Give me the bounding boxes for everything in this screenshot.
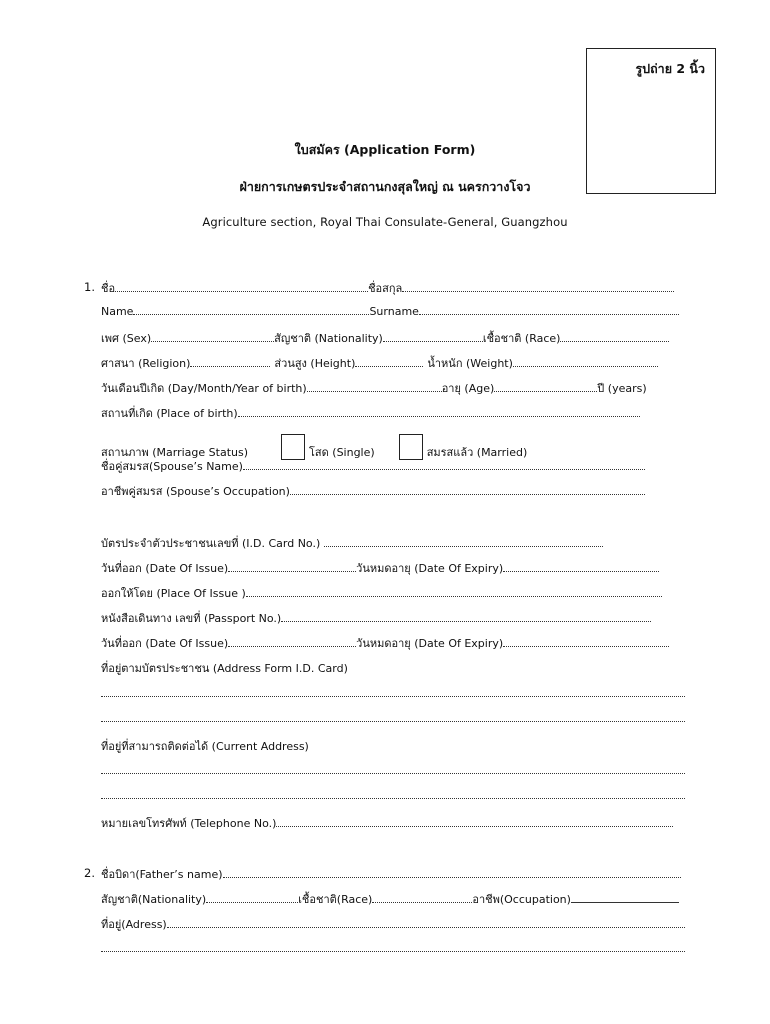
row-spouse-occupation	[101, 482, 645, 498]
field-spouse-name[interactable]	[243, 459, 645, 470]
field-father-address[interactable]	[167, 917, 685, 928]
field-telephone[interactable]	[276, 816, 673, 827]
field-religion[interactable]	[190, 356, 270, 367]
field-age[interactable]	[494, 381, 597, 392]
row-place-of-issue	[101, 584, 662, 600]
label-single: โสด (Single)	[309, 446, 375, 459]
label-issue-date-2: วันที่ออก (Date Of Issue)	[101, 637, 229, 650]
label-expiry-date-2: วันหมดอายุ (Date Of Expiry)	[356, 637, 504, 650]
label-years: ปี (years)	[597, 382, 647, 395]
photo-box	[586, 48, 716, 194]
field-name-en[interactable]	[133, 304, 369, 315]
field-father-name[interactable]	[223, 867, 681, 878]
field-race[interactable]	[560, 331, 669, 342]
label-spouse-occupation: อาชีพคู่สมรส (Spouse’s Occupation)	[101, 485, 290, 498]
label-telephone: หมายเลขโทรศัพท์ (Telephone No.)	[101, 817, 277, 830]
row-sex	[101, 329, 669, 345]
row-id-address-line-2	[101, 711, 685, 727]
field-place-of-issue[interactable]	[246, 586, 662, 597]
label-father-name: ชื่อบิดา(Father’s name)	[101, 868, 223, 881]
row-passport-issue-expiry	[101, 634, 669, 650]
row-spouse-name	[101, 457, 645, 473]
row-id-address	[101, 659, 348, 675]
label-birthplace: สถานที่เกิด (Place of birth)	[101, 407, 238, 420]
field-id-card[interactable]	[324, 536, 603, 547]
field-height[interactable]	[355, 356, 423, 367]
field-issue-date-2[interactable]	[228, 636, 356, 647]
label-religion: ศาสนา (Religion)	[101, 357, 191, 370]
row-current-address	[101, 737, 309, 753]
row-father-name	[101, 865, 681, 881]
field-expiry-date[interactable]	[503, 561, 659, 572]
field-current-address-line-2[interactable]	[101, 788, 685, 799]
label-surname-en: Surname	[369, 305, 419, 318]
section-2-number: 2.	[84, 866, 95, 880]
field-weight[interactable]	[513, 356, 658, 367]
field-name-th[interactable]	[115, 281, 368, 292]
row-id-address-line-1	[101, 686, 685, 702]
row-dob	[101, 379, 647, 395]
form-title: ใบสมัคร (Application Form)	[294, 142, 476, 157]
row-father-details	[101, 890, 679, 906]
field-passport[interactable]	[281, 611, 651, 622]
field-birthplace[interactable]	[238, 406, 640, 417]
row-birthplace	[101, 404, 640, 420]
row-name-th	[101, 279, 674, 295]
label-expiry-date: วันหมดอายุ (Date Of Expiry)	[356, 562, 504, 575]
label-nationality: สัญชาติ (Nationality)	[274, 332, 383, 345]
field-id-address-line-1[interactable]	[101, 686, 685, 697]
row-current-address-line-2	[101, 788, 685, 804]
row-passport	[101, 609, 651, 625]
label-dob: วันเดือนปีเกิด (Day/Month/Year of birth)	[101, 382, 307, 395]
field-nationality[interactable]	[383, 331, 483, 342]
label-spouse-name: ชื่อคู่สมรส(Spouse’s Name)	[101, 460, 243, 473]
row-marital-status	[101, 430, 528, 459]
field-father-race[interactable]	[372, 892, 472, 903]
field-father-nationality[interactable]	[206, 892, 298, 903]
field-dob[interactable]	[307, 381, 442, 392]
field-father-occupation[interactable]	[571, 892, 679, 903]
label-passport: หนังสือเดินทาง เลขที่ (Passport No.)	[101, 612, 282, 625]
field-surname-en[interactable]	[419, 304, 679, 315]
label-surname-th: ชื่อสกุล	[368, 282, 403, 295]
row-telephone	[101, 814, 673, 830]
label-weight: น้ำหนัก (Weight)	[427, 357, 513, 370]
row-father-address	[101, 915, 685, 931]
label-name-en: Name	[101, 305, 134, 318]
row-current-address-line-1	[101, 763, 685, 779]
label-father-race: เชื้อชาติ(Race)	[298, 893, 373, 906]
label-name-th: ชื่อ	[101, 282, 116, 295]
label-race: เชื้อชาติ (Race)	[482, 332, 561, 345]
row-id-card	[101, 534, 603, 550]
row-id-issue-expiry	[101, 559, 659, 575]
photo-label: รูปถ่าย 2 นิ้ว	[635, 61, 705, 76]
form-subtitle-th: ฝ่ายการเกษตรประจำสถานกงสุลใหญ่ ณ นครกวางโจว	[239, 179, 531, 194]
label-marital-status: สถานภาพ (Marriage Status)	[101, 446, 249, 459]
form-subtitle-en: Agriculture section, Royal Thai Consulate-General, Guangzhou	[202, 215, 568, 229]
field-surname-th[interactable]	[402, 281, 674, 292]
section-1-number: 1.	[84, 280, 95, 294]
label-age: อายุ (Age)	[441, 382, 495, 395]
field-issue-date[interactable]	[228, 561, 356, 572]
field-current-address-line-1[interactable]	[101, 763, 685, 774]
label-issue-date: วันที่ออก (Date Of Issue)	[101, 562, 229, 575]
field-id-address-line-2[interactable]	[101, 711, 685, 722]
label-height: ส่วนสูง (Height)	[274, 357, 356, 370]
label-father-occupation: อาชีพ(Occupation)	[472, 893, 571, 906]
field-expiry-date-2[interactable]	[503, 636, 669, 647]
label-id-card: บัตรประจำตัวประชาชนเลขที่ (I.D. Card No.)	[101, 537, 321, 550]
row-religion	[101, 354, 658, 370]
row-father-address-line-2	[101, 941, 685, 957]
label-current-address: ที่อยู่ที่สามารถติดต่อได้ (Current Address)	[101, 740, 309, 753]
field-sex[interactable]	[151, 331, 274, 342]
label-id-address: ที่อยู่ตามบัตรประชาชน (Address Form I.D. Card)	[101, 662, 348, 675]
label-father-address: ที่อยู่(Adress)	[101, 918, 167, 931]
row-name-en	[101, 304, 679, 320]
field-father-address-line-2[interactable]	[101, 941, 685, 952]
field-spouse-occupation[interactable]	[290, 484, 645, 495]
label-sex: เพศ (Sex)	[101, 332, 152, 345]
label-place-of-issue: ออกให้โดย (Place Of Issue )	[101, 587, 246, 600]
label-married: สมรสแล้ว (Married)	[426, 446, 528, 459]
label-father-nationality: สัญชาติ(Nationality)	[101, 893, 207, 906]
